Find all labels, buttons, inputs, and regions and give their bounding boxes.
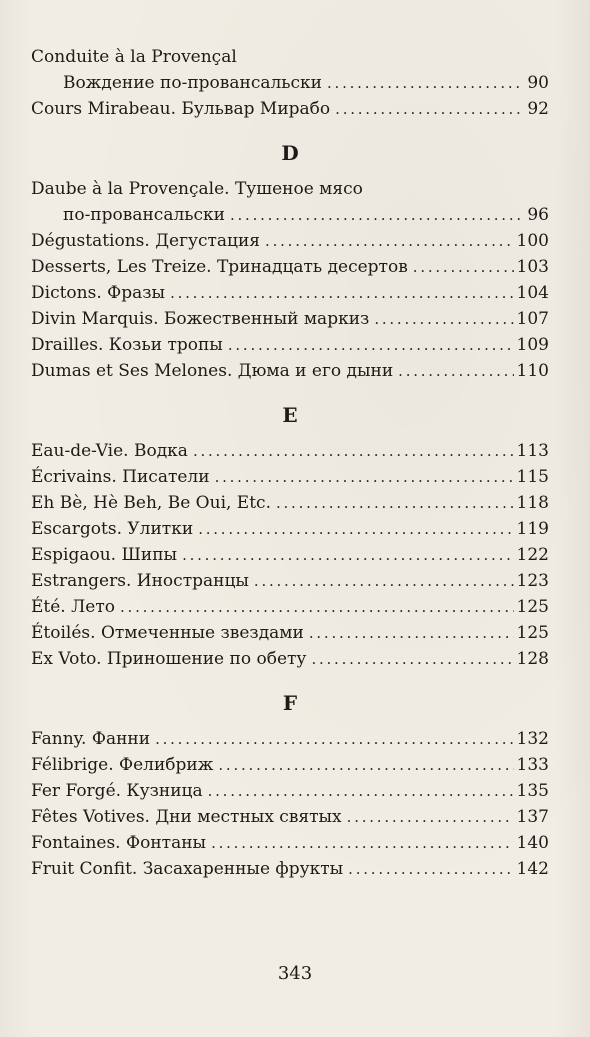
toc-entry — [31, 542, 549, 568]
entry-title: по-провансальски — [63, 205, 225, 225]
entry-page-number: 104 — [516, 283, 549, 303]
entry-page-number: 125 — [516, 597, 549, 617]
entry-title: Вождение по-провансальски — [63, 73, 323, 93]
entry-page-number: 103 — [516, 257, 549, 277]
dot-leader — [311, 646, 513, 672]
entry-page-number: 135 — [516, 781, 549, 801]
dot-leader — [208, 778, 514, 804]
toc-entry — [31, 306, 549, 332]
entry-page-number: 140 — [516, 833, 549, 853]
entry-title: Espigaou. Шипы — [31, 545, 178, 565]
entry-title: Eau-de-Vie. Водка — [31, 441, 188, 461]
entry-title: Écrivains. Писатели — [31, 467, 210, 487]
toc-entry — [31, 332, 549, 358]
toc-entry — [31, 490, 549, 516]
toc-entry — [31, 202, 549, 228]
dot-leader — [348, 856, 513, 882]
entry-title: Desserts, Les Treize. Тринадцать десертов — [31, 257, 408, 277]
dot-leader — [230, 202, 524, 228]
toc-entry — [31, 752, 549, 778]
entry-page-number: 119 — [516, 519, 549, 539]
entry-page-number: 100 — [516, 231, 549, 251]
entry-title: Daube à la Provençale. Тушеное мясо — [31, 179, 363, 199]
entry-page-number: 123 — [516, 571, 549, 591]
toc-entry — [31, 254, 549, 280]
section-heading: E — [282, 403, 298, 427]
entry-title: Drailles. Козьи тропы — [31, 335, 223, 355]
dot-leader — [182, 542, 513, 568]
entry-title: Dictons. Фразы — [31, 283, 166, 303]
entry-title: Fruit Confit. Засахаренные фрукты — [31, 859, 344, 879]
dot-leader — [254, 568, 514, 594]
toc-entry — [31, 44, 549, 70]
toc-entry — [31, 228, 549, 254]
toc-entry — [31, 176, 549, 202]
entry-page-number: 110 — [516, 361, 549, 381]
entry-page-number: 118 — [516, 493, 549, 513]
entry-page-number: 113 — [516, 441, 549, 461]
dot-leader — [413, 254, 514, 280]
toc-entry — [31, 778, 549, 804]
entry-title: Divin Marquis. Божественный маркиз — [31, 309, 370, 329]
entry-page-number: 128 — [516, 649, 549, 669]
dot-leader — [193, 438, 514, 464]
dot-leader — [228, 332, 514, 358]
toc-entry — [31, 568, 549, 594]
entry-page-number: 90 — [527, 73, 549, 93]
entry-title: Conduite à la Provençal — [31, 47, 237, 67]
toc-entry — [31, 646, 549, 672]
entry-page-number: 125 — [516, 623, 549, 643]
entry-page-number: 115 — [516, 467, 549, 487]
toc-entry — [31, 464, 549, 490]
toc-entry — [31, 726, 549, 752]
dot-leader — [265, 228, 514, 254]
entry-page-number: 96 — [527, 205, 549, 225]
toc-entry — [31, 96, 549, 122]
dot-leader — [198, 516, 513, 542]
entry-title: Fer Forgé. Кузница — [31, 781, 203, 801]
entry-page-number: 109 — [516, 335, 549, 355]
toc-entry — [31, 280, 549, 306]
dot-leader — [155, 726, 513, 752]
toc-entry — [31, 830, 549, 856]
entry-page-number: 133 — [516, 755, 549, 775]
toc-entry — [31, 358, 549, 384]
entry-page-number: 92 — [527, 99, 549, 119]
entry-page-number: 107 — [516, 309, 549, 329]
entry-title: Cours Mirabeau. Бульвар Мирабо — [31, 99, 331, 119]
page-number: 343 — [277, 963, 313, 984]
toc-entry — [31, 70, 549, 96]
toc-entry — [31, 856, 549, 882]
entry-title: Estrangers. Иностранцы — [31, 571, 249, 591]
toc-entry — [31, 516, 549, 542]
entry-title: Félibrige. Фелибриж — [31, 755, 214, 775]
section-heading: D — [281, 141, 299, 165]
dot-leader — [215, 464, 514, 490]
dot-leader — [309, 620, 514, 646]
entry-title: Fontaines. Фонтаны — [31, 833, 207, 853]
toc-entry — [31, 594, 549, 620]
entry-page-number: 122 — [516, 545, 549, 565]
dot-leader — [170, 280, 513, 306]
entry-page-number: 137 — [516, 807, 549, 827]
toc-entry — [31, 804, 549, 830]
dot-leader — [120, 594, 514, 620]
entry-title: Eh Bè, Hè Beh, Be Oui, Etc. — [31, 493, 271, 513]
dot-leader — [218, 752, 513, 778]
table-of-contents — [31, 44, 549, 882]
dot-leader — [211, 830, 513, 856]
dot-leader — [347, 804, 514, 830]
dot-leader — [398, 358, 513, 384]
dot-leader — [335, 96, 524, 122]
entry-page-number: 142 — [516, 859, 549, 879]
section-heading: F — [282, 691, 298, 715]
entry-title: Été. Лето — [31, 597, 115, 617]
dot-leader — [276, 490, 514, 516]
entry-title: Étoilés. Отмеченные звездами — [31, 623, 304, 643]
dot-leader — [327, 70, 524, 96]
entry-title: Dumas et Ses Melones. Дюма и его дыни — [31, 361, 394, 381]
entry-page-number: 132 — [516, 729, 549, 749]
toc-entry — [31, 438, 549, 464]
dot-leader — [374, 306, 513, 332]
toc-entry — [31, 620, 549, 646]
entry-title: Dégustations. Дегустация — [31, 231, 261, 251]
entry-title: Ex Voto. Приношение по обету — [31, 649, 307, 669]
entry-title: Escargots. Улитки — [31, 519, 194, 539]
entry-title: Fêtes Votives. Дни местных святых — [31, 807, 342, 827]
entry-title: Fanny. Фанни — [31, 729, 151, 749]
